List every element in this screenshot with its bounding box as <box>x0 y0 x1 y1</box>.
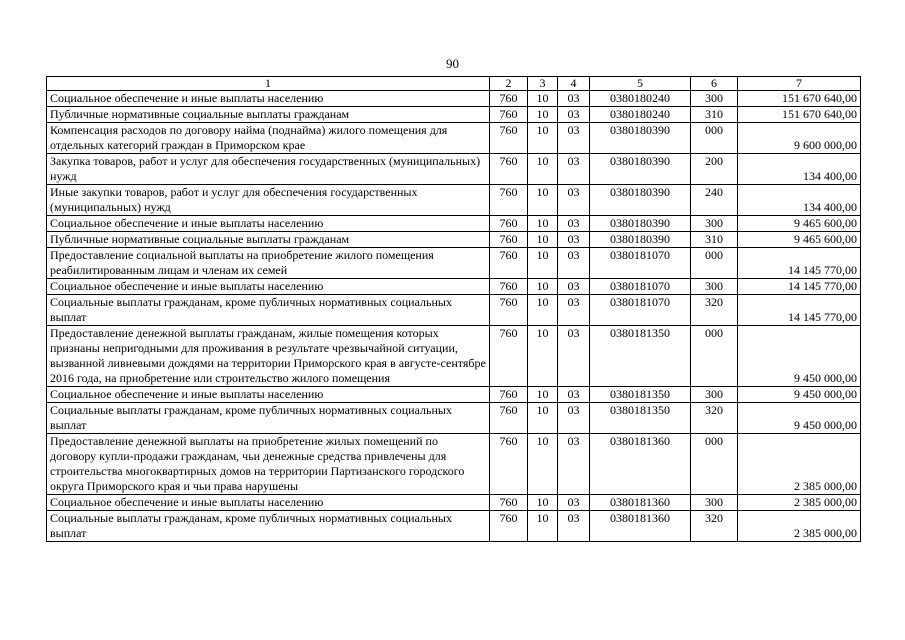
section-code-cell: 10 <box>528 107 558 123</box>
subsection-code-cell: 03 <box>558 107 590 123</box>
target-article-cell: 0380180390 <box>590 216 691 232</box>
amount-cell: 14 145 770,00 <box>738 248 861 279</box>
expense-type-cell: 300 <box>691 495 738 511</box>
section-code-cell: 10 <box>528 495 558 511</box>
target-article-cell: 0380181360 <box>590 495 691 511</box>
row-name-cell: Социальное обеспечение и иные выплаты населению <box>47 216 490 232</box>
chapter-code-cell: 760 <box>490 279 528 295</box>
chapter-code-cell: 760 <box>490 295 528 326</box>
subsection-code-cell: 03 <box>558 123 590 154</box>
subsection-code-cell: 03 <box>558 387 590 403</box>
target-article-cell: 0380180390 <box>590 232 691 248</box>
expense-type-cell: 300 <box>691 216 738 232</box>
expense-type-cell: 300 <box>691 387 738 403</box>
chapter-code-cell: 760 <box>490 216 528 232</box>
table-row <box>47 326 861 387</box>
chapter-code-cell: 760 <box>490 123 528 154</box>
row-name-cell: Социальные выплаты гражданам, кроме публичных нормативных социальных выплат <box>47 403 490 434</box>
target-article-cell: 0380180390 <box>590 123 691 154</box>
row-name-cell: Компенсация расходов по договору найма (поднайма) жилого помещения для отдельных категорий граждан в Приморском крае <box>47 123 490 154</box>
chapter-code-cell: 760 <box>490 495 528 511</box>
amount-cell: 9 450 000,00 <box>738 326 861 387</box>
chapter-code-cell: 760 <box>490 232 528 248</box>
target-article-cell: 0380181070 <box>590 295 691 326</box>
amount-cell: 2 385 000,00 <box>738 434 861 495</box>
column-header: 4 <box>558 77 590 91</box>
subsection-code-cell: 03 <box>558 403 590 434</box>
table-row <box>47 434 861 495</box>
target-article-cell: 0380181350 <box>590 403 691 434</box>
table-row <box>47 248 861 279</box>
subsection-code-cell: 03 <box>558 434 590 495</box>
target-article-cell: 0380181350 <box>590 387 691 403</box>
section-code-cell: 10 <box>528 434 558 495</box>
target-article-cell: 0380180390 <box>590 185 691 216</box>
table-row <box>47 154 861 185</box>
amount-cell: 151 670 640,00 <box>738 107 861 123</box>
subsection-code-cell: 03 <box>558 511 590 542</box>
chapter-code-cell: 760 <box>490 154 528 185</box>
subsection-code-cell: 03 <box>558 185 590 216</box>
subsection-code-cell: 03 <box>558 216 590 232</box>
amount-cell: 9 465 600,00 <box>738 216 861 232</box>
target-article-cell: 0380181350 <box>590 326 691 387</box>
section-code-cell: 10 <box>528 185 558 216</box>
amount-cell: 2 385 000,00 <box>738 495 861 511</box>
column-header: 6 <box>691 77 738 91</box>
row-name-cell: Публичные нормативные социальные выплаты гражданам <box>47 232 490 248</box>
subsection-code-cell: 03 <box>558 495 590 511</box>
target-article-cell: 0380180390 <box>590 154 691 185</box>
row-name-cell: Иные закупки товаров, работ и услуг для обеспечения государственных (муниципальных) нужд <box>47 185 490 216</box>
table-row <box>47 403 861 434</box>
amount-cell: 9 600 000,00 <box>738 123 861 154</box>
chapter-code-cell: 760 <box>490 248 528 279</box>
expense-type-cell: 000 <box>691 326 738 387</box>
section-code-cell: 10 <box>528 511 558 542</box>
subsection-code-cell: 03 <box>558 326 590 387</box>
table-row <box>47 511 861 542</box>
column-header: 2 <box>490 77 528 91</box>
chapter-code-cell: 760 <box>490 434 528 495</box>
subsection-code-cell: 03 <box>558 154 590 185</box>
column-header: 3 <box>528 77 558 91</box>
expense-type-cell: 000 <box>691 434 738 495</box>
chapter-code-cell: 760 <box>490 387 528 403</box>
table-row <box>47 279 861 295</box>
section-code-cell: 10 <box>528 387 558 403</box>
target-article-cell: 0380180240 <box>590 91 691 107</box>
amount-cell: 134 400,00 <box>738 185 861 216</box>
expense-type-cell: 000 <box>691 248 738 279</box>
target-article-cell: 0380181070 <box>590 279 691 295</box>
column-header: 7 <box>738 77 861 91</box>
column-header: 5 <box>590 77 691 91</box>
amount-cell: 14 145 770,00 <box>738 279 861 295</box>
subsection-code-cell: 03 <box>558 232 590 248</box>
chapter-code-cell: 760 <box>490 91 528 107</box>
chapter-code-cell: 760 <box>490 185 528 216</box>
section-code-cell: 10 <box>528 248 558 279</box>
row-name-cell: Предоставление денежной выплаты гражданам, жилые помещения которых признаны непригодными для проживания в результате чрезвычайной ситуации, вызванной ливневыми дождями на территории Приморского края в августе-сентябре 2016 года, на приобретение или строительство жилого помещения <box>47 326 490 387</box>
section-code-cell: 10 <box>528 279 558 295</box>
subsection-code-cell: 03 <box>558 248 590 279</box>
table-row <box>47 295 861 326</box>
row-name-cell: Социальные выплаты гражданам, кроме публичных нормативных социальных выплат <box>47 295 490 326</box>
target-article-cell: 0380181360 <box>590 511 691 542</box>
section-code-cell: 10 <box>528 295 558 326</box>
row-name-cell: Социальные выплаты гражданам, кроме публичных нормативных социальных выплат <box>47 511 490 542</box>
table-header-row <box>47 77 861 91</box>
section-code-cell: 10 <box>528 154 558 185</box>
expense-type-cell: 000 <box>691 123 738 154</box>
section-code-cell: 10 <box>528 216 558 232</box>
row-name-cell: Социальное обеспечение и иные выплаты населению <box>47 387 490 403</box>
budget-table <box>46 76 861 542</box>
table-row <box>47 495 861 511</box>
subsection-code-cell: 03 <box>558 279 590 295</box>
page-number: 90 <box>446 56 459 71</box>
row-name-cell: Предоставление денежной выплаты на приобретение жилых помещений по договору купли-продажи гражданам, чьи денежные средства привлечены для строительства многоквартирных домов на территории Партизанского городского округа Приморского края и чьи права нарушены <box>47 434 490 495</box>
chapter-code-cell: 760 <box>490 107 528 123</box>
section-code-cell: 10 <box>528 326 558 387</box>
expense-type-cell: 300 <box>691 91 738 107</box>
table-row <box>47 123 861 154</box>
target-article-cell: 0380181360 <box>590 434 691 495</box>
expense-type-cell: 320 <box>691 295 738 326</box>
expense-type-cell: 310 <box>691 232 738 248</box>
amount-cell: 14 145 770,00 <box>738 295 861 326</box>
section-code-cell: 10 <box>528 232 558 248</box>
amount-cell: 9 465 600,00 <box>738 232 861 248</box>
expense-type-cell: 320 <box>691 403 738 434</box>
row-name-cell: Социальное обеспечение и иные выплаты населению <box>47 279 490 295</box>
table-row <box>47 387 861 403</box>
table-body <box>47 91 861 542</box>
section-code-cell: 10 <box>528 91 558 107</box>
chapter-code-cell: 760 <box>490 326 528 387</box>
table-row <box>47 107 861 123</box>
subsection-code-cell: 03 <box>558 295 590 326</box>
expense-type-cell: 240 <box>691 185 738 216</box>
target-article-cell: 0380180240 <box>590 107 691 123</box>
expense-type-cell: 310 <box>691 107 738 123</box>
table-row <box>47 232 861 248</box>
amount-cell: 2 385 000,00 <box>738 511 861 542</box>
amount-cell: 134 400,00 <box>738 154 861 185</box>
table-row <box>47 91 861 107</box>
expense-type-cell: 200 <box>691 154 738 185</box>
chapter-code-cell: 760 <box>490 403 528 434</box>
row-name-cell: Закупка товаров, работ и услуг для обеспечения государственных (муниципальных) нужд <box>47 154 490 185</box>
expense-type-cell: 320 <box>691 511 738 542</box>
chapter-code-cell: 760 <box>490 511 528 542</box>
expense-type-cell: 300 <box>691 279 738 295</box>
row-name-cell: Социальное обеспечение и иные выплаты населению <box>47 91 490 107</box>
row-name-cell: Предоставление социальной выплаты на приобретение жилого помещения реабилитированным лицам и членам их семей <box>47 248 490 279</box>
amount-cell: 9 450 000,00 <box>738 387 861 403</box>
row-name-cell: Социальное обеспечение и иные выплаты населению <box>47 495 490 511</box>
section-code-cell: 10 <box>528 403 558 434</box>
row-name-cell: Публичные нормативные социальные выплаты гражданам <box>47 107 490 123</box>
subsection-code-cell: 03 <box>558 91 590 107</box>
table-row <box>47 216 861 232</box>
section-code-cell: 10 <box>528 123 558 154</box>
column-header: 1 <box>47 77 490 91</box>
table-row <box>47 185 861 216</box>
amount-cell: 151 670 640,00 <box>738 91 861 107</box>
target-article-cell: 0380181070 <box>590 248 691 279</box>
amount-cell: 9 450 000,00 <box>738 403 861 434</box>
